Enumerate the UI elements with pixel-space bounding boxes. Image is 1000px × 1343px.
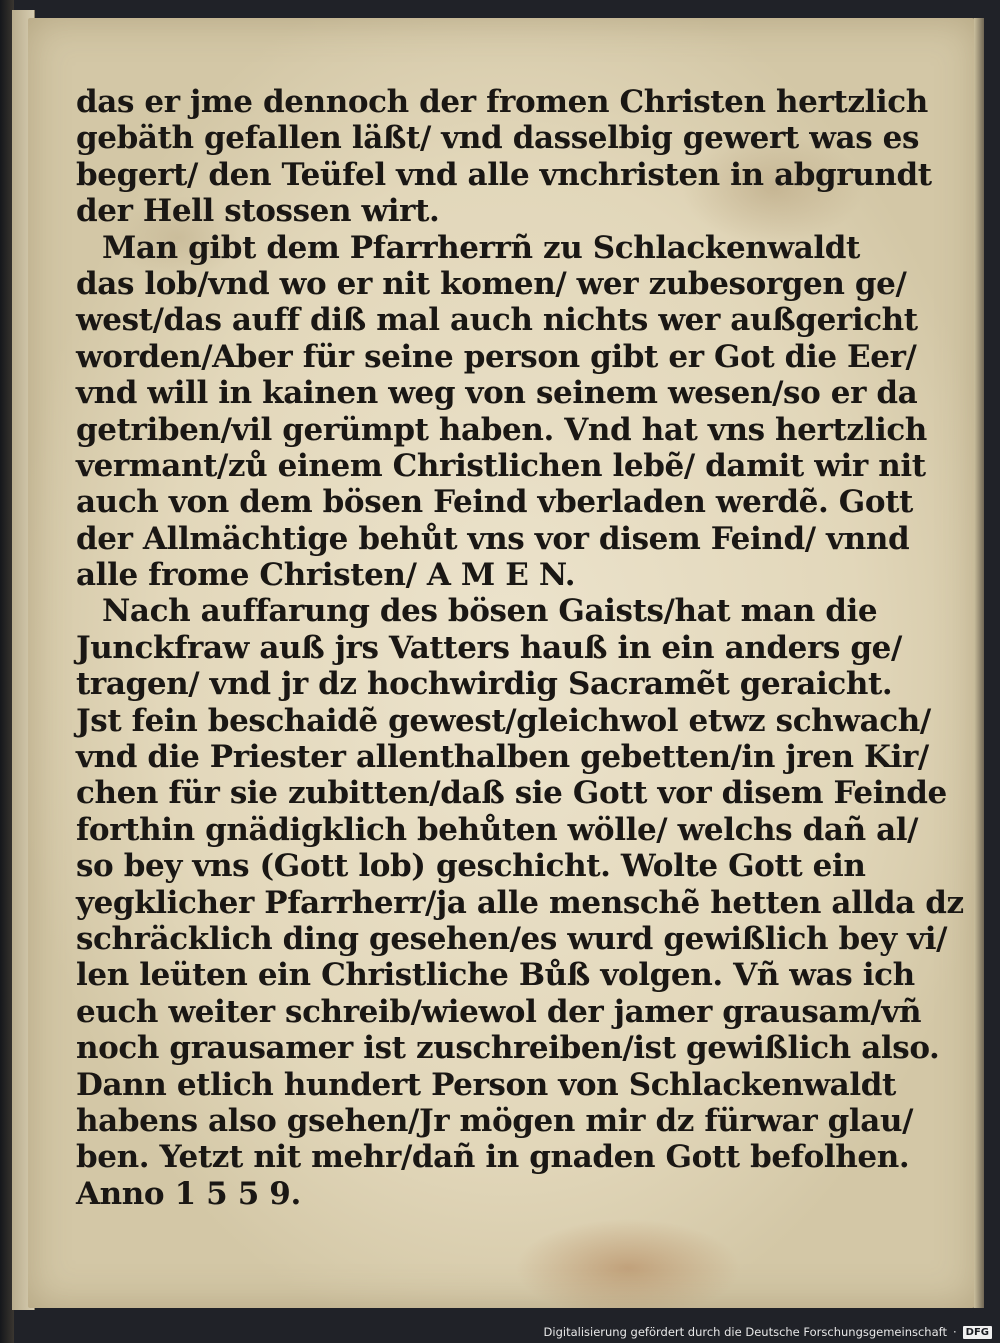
text-line: west/das auff diß mal auch nichts wer außgericht	[76, 302, 918, 339]
text-line: yegklicher Pfarrherr/ja alle menschẽ hetten allda dz	[76, 884, 964, 921]
text-line: alle frome Christen/ A M E N.	[76, 557, 576, 594]
text-line: schräcklich ding gesehen/es wurd gewißlich bey vi/	[76, 920, 948, 957]
text-line: Dann etlich hundert Person von Schlackenwaldt	[76, 1066, 896, 1103]
text-line: Jst fein beschaidẽ gewest/gleichwol etwz schwach/	[76, 702, 931, 739]
text-line: der Hell stossen wirt.	[76, 193, 440, 230]
text-line: vnd will in kainen weg von seinem wesen/so er da	[76, 375, 918, 412]
text-line: habens also gsehen/Jr mögen mir dz fürwar glau/	[76, 1102, 914, 1139]
book-page	[28, 18, 978, 1308]
page-text	[76, 84, 964, 1212]
text-line: Junckfraw auß jrs Vatters hauß in ein anders ge/	[76, 629, 902, 666]
text-line: tragen/ vnd jr dz hochwirdig Sacramẽt geraicht.	[76, 666, 893, 703]
text-line: das er jme dennoch der fromen Christen hertzlich	[76, 84, 928, 120]
dfg-logo-icon: DFG	[963, 1326, 992, 1339]
text-line: getriben/vil gerümpt haben. Vnd hat vns hertzlich	[76, 411, 927, 448]
text-line: so bey vns (Gott lob) geschicht. Wolte Gott ein	[76, 848, 866, 885]
text-line: gebäth gefallen läßt/ vnd dasselbig gewert was es	[76, 120, 920, 157]
text-line: das lob/vnd wo er nit komen/ wer zubesorgen ge/	[76, 265, 907, 302]
text-line: Nach auffarung des bösen Gaists/hat man die	[102, 593, 878, 630]
text-line: ben. Yetzt nit mehr/dañ in gnaden Gott befolhen.	[76, 1139, 910, 1176]
text-line: der Allmächtige behůt vns vor disem Feind/ vnnd	[76, 520, 910, 557]
text-line: len leüten ein Christliche Bůß volgen. Vñ was ich	[76, 957, 915, 994]
text-line: forthin gnädigklich behůten wölle/ welchs dañ al/	[76, 811, 919, 848]
text-line: noch grausamer ist zuschreiben/ist gewißlich also.	[76, 1030, 940, 1067]
credit-text: Digitalisierung gefördert durch die Deutsche Forschungsgemeinschaft	[543, 1325, 947, 1339]
digitization-credit: Digitalisierung gefördert durch die Deutsche Forschungsgemeinschaft · DFG	[544, 1325, 992, 1339]
date-line: Anno 1 5 5 9.	[76, 1175, 301, 1212]
text-line: euch weiter schreib/wiewol der jamer grausam/vñ	[76, 993, 922, 1030]
text-line: vermant/zů einem Christlichen lebẽ/ damit wir nit	[76, 447, 926, 484]
text-line: vnd die Priester allenthalben gebetten/in jren Kir/	[76, 739, 929, 776]
text-line: worden/Aber für seine person gibt er Got die Eer/	[76, 338, 917, 375]
text-line: chen für sie zubitten/daß sie Gott vor disem Feinde	[76, 775, 947, 812]
text-line: begert/ den Teüfel vnd alle vnchristen in abgrundt	[76, 156, 932, 193]
text-line: Man gibt dem Pfarrherrñ zu Schlackenwaldt	[102, 229, 860, 266]
text-line: auch von dem bösen Feind vberladen werdẽ. Gott	[76, 484, 913, 521]
